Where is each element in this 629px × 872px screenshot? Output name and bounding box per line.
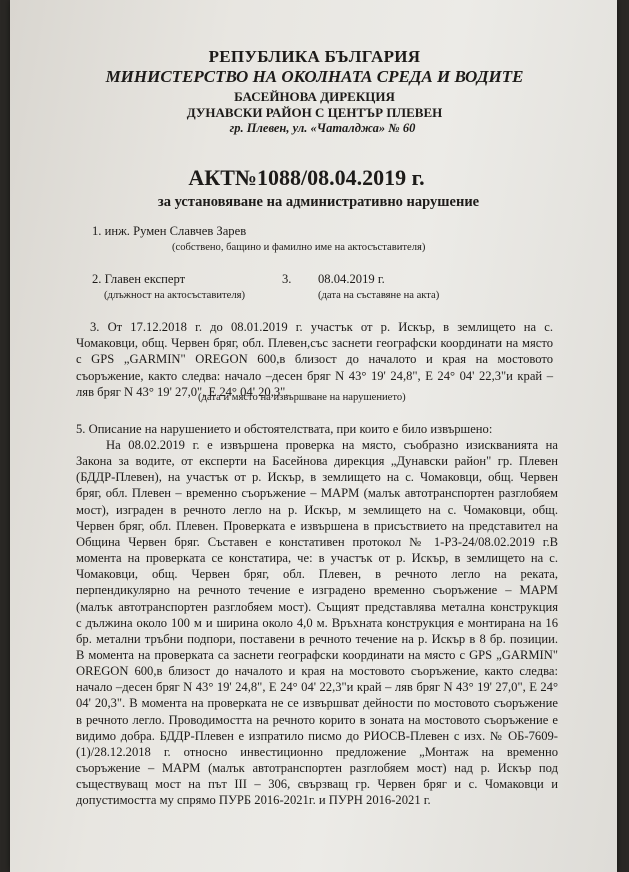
act-date: 08.04.2019 г. bbox=[318, 272, 385, 286]
violation-place-line: съоръжение, както следва: начало –десен бряг N 43° 19' 24,8", Е 24° 04' 22,3"и край – bbox=[76, 368, 553, 383]
description-line: видимо добра. БДДР-Плевен е изпратило писмо до РИОСВ-Плевен с изх. № ОБ-7609- bbox=[76, 728, 558, 743]
violation-place-line: 3. От 17.12.2018 г. до 08.01.2019 г. участък от р. Искър, в землището на с. bbox=[90, 320, 553, 334]
description-line: 04' 20,3". В момента на проверката не се извършват дейности по мостовото съоръжение bbox=[76, 696, 558, 711]
position-caption: (длъжност на актосъставителя) bbox=[104, 290, 246, 301]
description-line: (БДДР-Плевен), на участък от р. Искър, в землището на с. Чомаковци, общ. Червен bbox=[76, 470, 558, 485]
violation-place-caption: (дата и място на извършване на нарушението) bbox=[198, 392, 406, 403]
inspector-name: 1. инж. Румен Славчев Зарев bbox=[92, 224, 247, 238]
description-line: Закона за водите, от експерти на Басейнова дирекция „Дунавски район" гр. Плевен bbox=[76, 454, 558, 469]
description-line: момента на проверката се констатира, че: в участък от р. Искър, в землището на с. bbox=[76, 551, 558, 566]
description-line: перпендикулярно на речното течение е изградено временно съоръжение – МАРМ bbox=[76, 583, 558, 598]
date-caption: (дата на съставяне на акта) bbox=[318, 290, 440, 301]
inspector-position: 2. Главен експерт bbox=[92, 272, 186, 286]
description-line: OREGON 600,в близост до началото и края на мостовото съоръжение, както следва: bbox=[76, 664, 558, 679]
header-republic: РЕПУБЛИКА БЪЛГАРИЯ bbox=[208, 47, 421, 66]
violation-place-line: Чомаковци, общ. Червен бряг, обл. Плевен,със заснети географски координати на място bbox=[76, 336, 553, 351]
description-line: допустимостта му спрямо ПУРБ 2016-2021г. и ПУРН 2016-2021 г. bbox=[76, 793, 431, 808]
description-line: начало –десен бряг N 43° 19' 24,8", Е 24° 04' 22,3"и край – ляв бряг N 43° 19' 27,0", Е 24° bbox=[76, 680, 558, 695]
header-ministry: МИНИСТЕРСТВО НА ОКОЛНАТА СРЕДА И ВОДИТЕ bbox=[105, 67, 524, 86]
section3-number: 3. bbox=[282, 272, 292, 286]
description-line: в речното легло. Проводимостта на речното корито в зоната на мостовото съоръжение е bbox=[76, 712, 558, 727]
description-line: мост), изграден в речното легло на р. Искър, м землището на с. Чомаковци, общ. bbox=[76, 502, 558, 517]
violation-place-line: с GPS „GARMIN" OREGON 600,в близост до началото и края на мостовото bbox=[76, 352, 553, 367]
violation-place-line: ляв бряг N 43° 19' 27,0", Е 24° 04' 20,3". bbox=[76, 384, 289, 399]
description-line: Червен бряг, обл. Плевен. Проверката е извършена в присъствието на представител на bbox=[76, 518, 558, 533]
description-line: бряг, обл. Плевен – временно съоръжение – МАРМ (малък автотранспортен разглобяем bbox=[76, 486, 558, 501]
inspector-name-caption: (собствено, бащино и фамилно име на актосъставителя) bbox=[172, 242, 426, 253]
description-heading: 5. Описание на нарушението и обстоятелствата, при които е било извършено: bbox=[76, 422, 493, 436]
description-line: В момента на проверката са заснети географски координати на място с GPS „GARMIN" bbox=[76, 647, 558, 662]
description-line: На 08.02.2019 г. е извършена проверка на място, съобразно изискванията на bbox=[106, 438, 558, 452]
description-line: Чомаковци, общ. Червен бряг, обл. Плевен, в речното легло на реката, bbox=[76, 567, 558, 582]
description-line: (1)/28.12.2018 г. относно инвестиционно предложение „Монтаж на временно bbox=[76, 744, 558, 759]
header-directorate: БАСЕЙНОВА ДИРЕКЦИЯ bbox=[234, 89, 395, 104]
description-line: съществуващ мост на път III – 306, свързващ гр. Червен бряг и с. Чомаковци и bbox=[76, 777, 558, 792]
header-address: гр. Плевен, ул. «Чаталджа» № 60 bbox=[229, 121, 416, 135]
description-line: с дължина около 100 м и ширина около 4,0 м. Връхната конструкция е монтирана на 16 bbox=[76, 615, 558, 630]
act-title: АКТ№1088/08.04.2019 г. bbox=[188, 165, 425, 190]
description-line: съоръжение – МАРМ (малък автотранспортен разглобяем мост) над р. Искър под bbox=[76, 761, 558, 775]
description-line: бр. метални тръбни подпори, поставени в речното течение на р. Искър в 8 бр. позиции. bbox=[76, 631, 558, 646]
header-region: ДУНАВСКИ РАЙОН С ЦЕНТЪР ПЛЕВЕН bbox=[186, 105, 443, 120]
description-line: (малък автотранспортен разглобяем мост). Същият представлява метална конструкция bbox=[76, 599, 558, 614]
act-subtitle: за установяване на административно нарушение bbox=[157, 194, 480, 210]
description-line: Община Червен бряг. Съставен е констативен протокол № 1-РЗ-24/08.02.2019 г.В bbox=[76, 534, 558, 549]
